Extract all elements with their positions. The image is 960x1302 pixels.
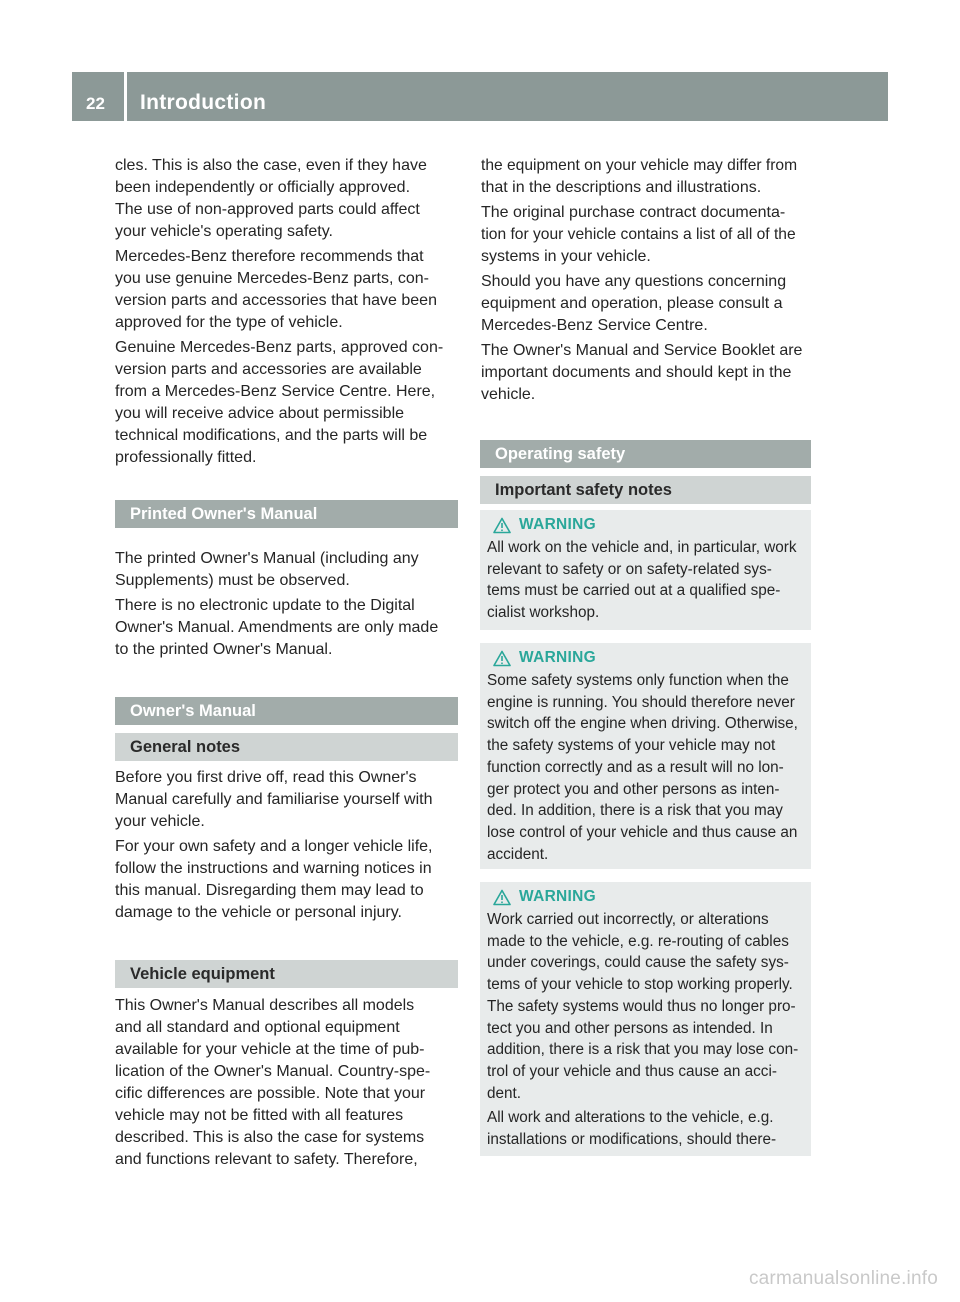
text-line: you will receive advice about permissible [115, 405, 405, 422]
text-line: addition, there is a risk that you may lose con- [487, 1041, 799, 1059]
text-line: Should you have any questions concerning [481, 273, 787, 290]
text-line: your vehicle. [115, 813, 205, 830]
text-line: important documents and should kept in the [481, 364, 792, 381]
warning-triangle-icon [493, 517, 511, 534]
text-line: The Owner's Manual and Service Booklet are [481, 342, 803, 359]
text-line: approved for the type of vehicle. [115, 314, 343, 331]
text-line: cific differences are possible. Note that your [115, 1085, 426, 1102]
text-line: accident. [487, 845, 549, 863]
text-line: available for your vehicle at the time of pub- [115, 1041, 425, 1058]
text-line: The safety systems would thus no longer pro- [487, 997, 796, 1015]
text-line: Before you first drive off, read this Owner's [115, 769, 417, 786]
heading-vehicle-equipment: Vehicle equipment [115, 960, 458, 988]
text-line: lication of the Owner's Manual. Country-spe- [115, 1063, 431, 1080]
text-line: switch off the engine when driving. Otherwise, [487, 715, 798, 733]
watermark: carmanualsonline.info [748, 1268, 938, 1289]
warning-title [493, 516, 805, 534]
text-line: you use genuine Mercedes-Benz parts, con- [115, 270, 429, 287]
text-line: All work on the vehicle and, in particular, work [487, 539, 797, 556]
text-line: the safety systems of your vehicle may not [487, 737, 776, 755]
text-line: that in the descriptions and illustrations. [481, 179, 762, 196]
text-line: tems of your vehicle to stop working properly. [487, 976, 793, 994]
text-line: Mercedes-Benz Service Centre. [481, 317, 708, 334]
page-number: 22 [86, 94, 105, 113]
warning-box [480, 643, 811, 869]
text-line: equipment and operation, please consult a [481, 295, 783, 312]
text-line: The printed Owner's Manual (including any [115, 550, 419, 567]
text-line: professionally fitted. [115, 449, 257, 466]
warning-box [480, 510, 811, 630]
left-intro-text [115, 155, 443, 469]
text-line: lose control of your vehicle and thus cause an [487, 823, 798, 841]
warning-label: WARNING [519, 649, 597, 666]
right-intro-text [481, 155, 802, 406]
warning-title [493, 649, 805, 667]
warning-label: WARNING [519, 888, 597, 905]
heading-general-notes: General notes [115, 733, 458, 761]
text-line: installations or modifications, should there- [487, 1131, 777, 1149]
text-line: engine is running. You should therefore never [487, 693, 795, 711]
printed-manual-text [115, 548, 438, 661]
text-line: tect you and other persons as intended. In [487, 1019, 773, 1037]
heading-printed-owners-manual: Printed Owner's Manual [115, 500, 458, 528]
text-line: This Owner's Manual describes all models [115, 997, 415, 1014]
warning-label: WARNING [519, 516, 597, 533]
text-line: and all standard and optional equipment [115, 1019, 400, 1036]
text-line: For your own safety and a longer vehicle life, [115, 838, 433, 855]
warning-triangle-icon [493, 889, 511, 906]
text-line: vehicle may not be fitted with all features [115, 1107, 404, 1124]
text-line: the equipment on your vehicle may differ from [481, 157, 798, 174]
text-line: ger protect you and other persons as inten- [487, 780, 780, 798]
text-line: systems in your vehicle. [481, 248, 651, 265]
text-line: your vehicle's operating safety. [115, 223, 333, 240]
text-line: trol of your vehicle and thus cause an acci- [487, 1062, 777, 1080]
text-line: to the printed Owner's Manual. [115, 641, 333, 658]
text-line: from a Mercedes-Benz Service Centre. Here, [115, 383, 436, 400]
text-line: technical modifications, and the parts will be [115, 427, 428, 444]
text-line: vehicle. [481, 386, 536, 403]
text-line: relevant to safety or on safety-related sys- [487, 560, 772, 578]
heading-important-safety-notes: Important safety notes [480, 476, 811, 504]
heading-owners-manual: Owner's Manual [115, 697, 458, 725]
text-line: Work carried out incorrectly, or alterations [487, 911, 769, 928]
text-line: been independently or officially approved. [115, 179, 411, 196]
heading-operating-safety: Operating safety [480, 440, 811, 468]
text-line: version parts and accessories that have been [115, 292, 437, 309]
header-divider [124, 72, 127, 121]
text-line: Some safety systems only function when the [487, 672, 789, 689]
section-title: Introduction [140, 91, 267, 114]
text-line: The original purchase contract documenta- [481, 204, 786, 221]
vehicle-equipment-text [115, 995, 430, 1171]
text-line: Mercedes-Benz therefore recommends that [115, 248, 424, 265]
text-line: under coverings, could cause the safety sys- [487, 954, 789, 972]
text-line: Supplements) must be observed. [115, 572, 350, 589]
warning-title [493, 888, 805, 906]
text-line: cles. This is also the case, even if they have [115, 157, 427, 174]
text-line: There is no electronic update to the Digital [115, 597, 415, 614]
warning-triangle-icon [493, 650, 511, 667]
text-line: All work and alterations to the vehicle, e.g. [487, 1109, 774, 1127]
text-line: Genuine Mercedes-Benz parts, approved con- [115, 339, 444, 356]
text-line: Owner's Manual. Amendments are only made [115, 619, 439, 636]
text-line: ded. In addition, there is a risk that you may [487, 802, 783, 820]
text-line: tion for your vehicle contains a list of all of the [481, 226, 796, 243]
text-line: The use of non-approved parts could affect [115, 201, 420, 218]
text-line: this manual. Disregarding them may lead to [115, 882, 424, 899]
text-line: made to the vehicle, e.g. re-routing of cables [487, 932, 789, 950]
text-line: and functions relevant to safety. Therefore, [115, 1151, 418, 1168]
text-line: tems must be carried out at a qualified spe- [487, 582, 781, 600]
page-header [72, 72, 888, 121]
general-notes-text [115, 767, 433, 924]
text-line: Manual carefully and familiarise yourself with [115, 791, 433, 808]
text-line: function correctly and as a result will no lon- [487, 758, 784, 776]
text-line: follow the instructions and warning notices in [115, 860, 432, 877]
text-line: version parts and accessories are available [115, 361, 422, 378]
text-line: cialist workshop. [487, 604, 600, 622]
text-line: dent. [487, 1084, 522, 1102]
warning-box [480, 882, 811, 1156]
text-line: damage to the vehicle or personal injury. [115, 904, 402, 921]
text-line: described. This is also the case for systems [115, 1129, 425, 1146]
